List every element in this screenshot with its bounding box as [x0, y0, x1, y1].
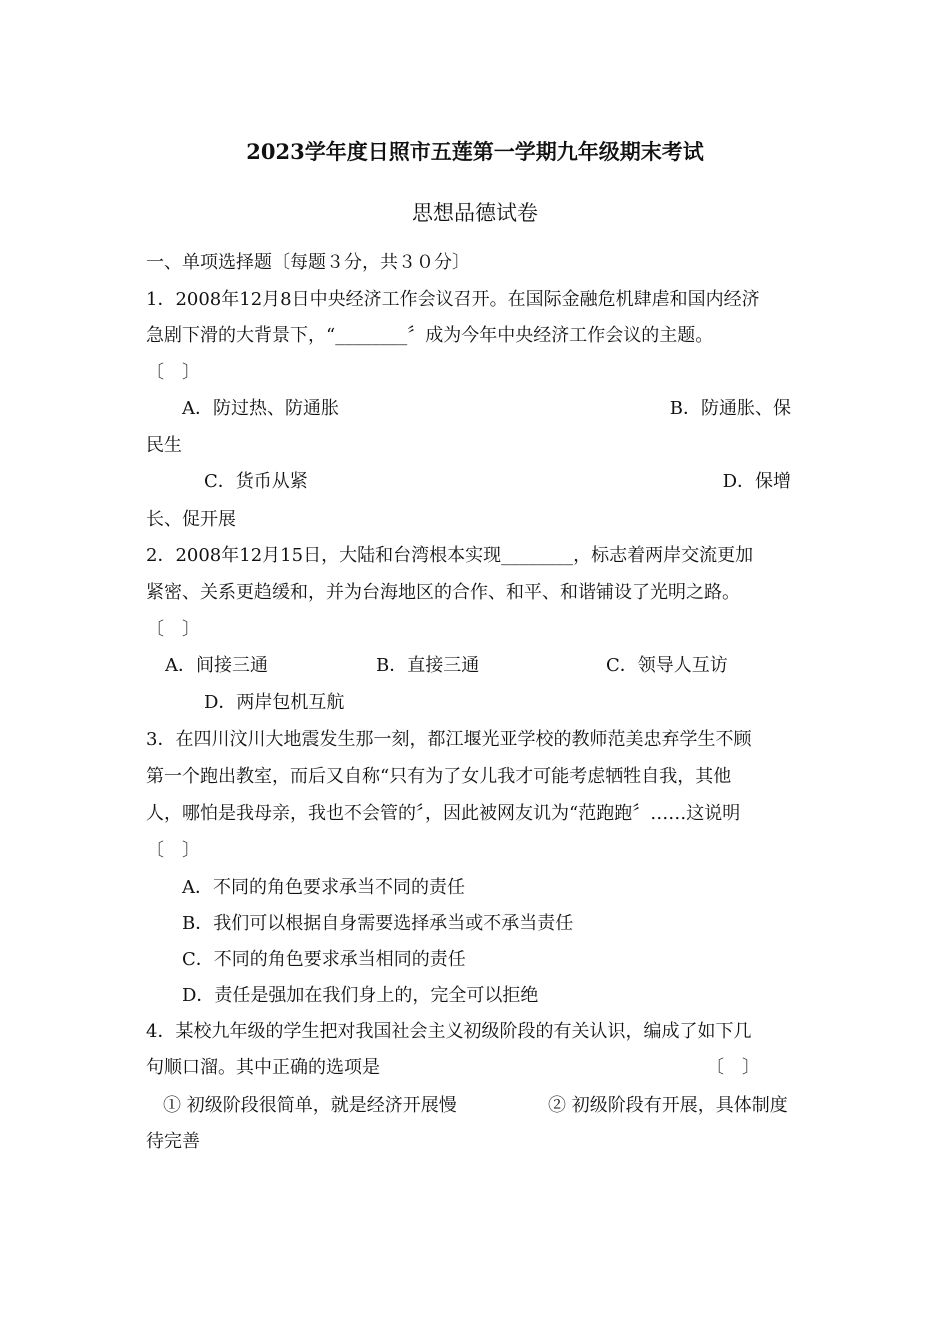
q3-option-a: A．不同的角色要求承当不同的责任 — [182, 877, 465, 898]
q1-option-d: D．保增 — [722, 471, 791, 492]
q2-stem-line1: 2．2008年12月15日，大陆和台湾根本实现________，标志着两岸交流更加 — [146, 545, 754, 566]
q1-option-d-cont: 长、促开展 — [146, 509, 236, 530]
page-subtitle: 思想品德试卷 — [412, 201, 538, 225]
q2-answer-bracket: 〔 〕 — [146, 619, 200, 640]
page-title: 2023学年度日照市五莲第一学期九年级期末考试 — [246, 139, 704, 164]
q1-option-c: C．货币从紧 — [204, 471, 308, 492]
q1-answer-bracket: 〔 〕 — [146, 362, 200, 383]
q2-option-b: B．直接三通 — [376, 655, 480, 676]
q3-option-d: D．责任是强加在我们身上的，完全可以拒绝 — [182, 985, 539, 1006]
q1-option-b: B．防通胀、保 — [669, 398, 791, 419]
q3-stem-line1: 3．在四川汶川大地震发生那一刻，都江堰光亚学校的教师范美忠弃学生不顾 — [146, 729, 752, 750]
q2-option-c: C．领导人互访 — [606, 655, 728, 676]
q2-option-d: D．两岸包机互航 — [204, 692, 345, 713]
q1-option-b-cont: 民生 — [146, 435, 182, 456]
q4-answer-bracket: 〔 〕 — [706, 1057, 760, 1078]
q4-stem-line1: 4．某校九年级的学生把对我国社会主义初级阶段的有关认识，编成了如下几 — [146, 1021, 752, 1042]
q2-option-a: A．间接三通 — [165, 655, 268, 676]
q3-stem-line3: 人，哪怕是我母亲，我也不会管的〞，因此被网友讥为“范跑跑〞……这说明 — [146, 803, 741, 824]
q3-option-c: C．不同的角色要求承当相同的责任 — [182, 949, 466, 970]
q1-option-a: A．防过热、防通胀 — [182, 398, 339, 419]
q1-stem-line2: 急剧下滑的大背景下，“________〞成为今年中央经济工作会议的主题。 — [146, 325, 714, 346]
q2-stem-line2: 紧密、关系更趋缓和，并为台海地区的合作、和平、和谐铺设了光明之路。 — [146, 582, 740, 603]
q4-item-2-cont: 待完善 — [146, 1131, 200, 1152]
q1-stem-line1: 1．2008年12月8日中央经济工作会议召开。在国际金融危机肆虐和国内经济 — [146, 289, 760, 310]
q3-answer-bracket: 〔 〕 — [146, 840, 200, 861]
q4-stem-line2: 句顺口溜。其中正确的选项是 — [146, 1057, 380, 1078]
q3-option-b: B．我们可以根据自身需要选择承当或不承当责任 — [182, 913, 574, 934]
q4-item-2: ② 初级阶段有开展，具体制度 — [548, 1095, 788, 1116]
section-heading: 一、单项选择题〔每题３分，共３０分〕 — [146, 252, 470, 273]
q3-stem-line2: 第一个跑出教室，而后又自称“只有为了女儿我才可能考虑牺牲自我，其他 — [146, 766, 732, 787]
q4-item-1: ① 初级阶段很简单，就是经济开展慢 — [163, 1095, 457, 1116]
